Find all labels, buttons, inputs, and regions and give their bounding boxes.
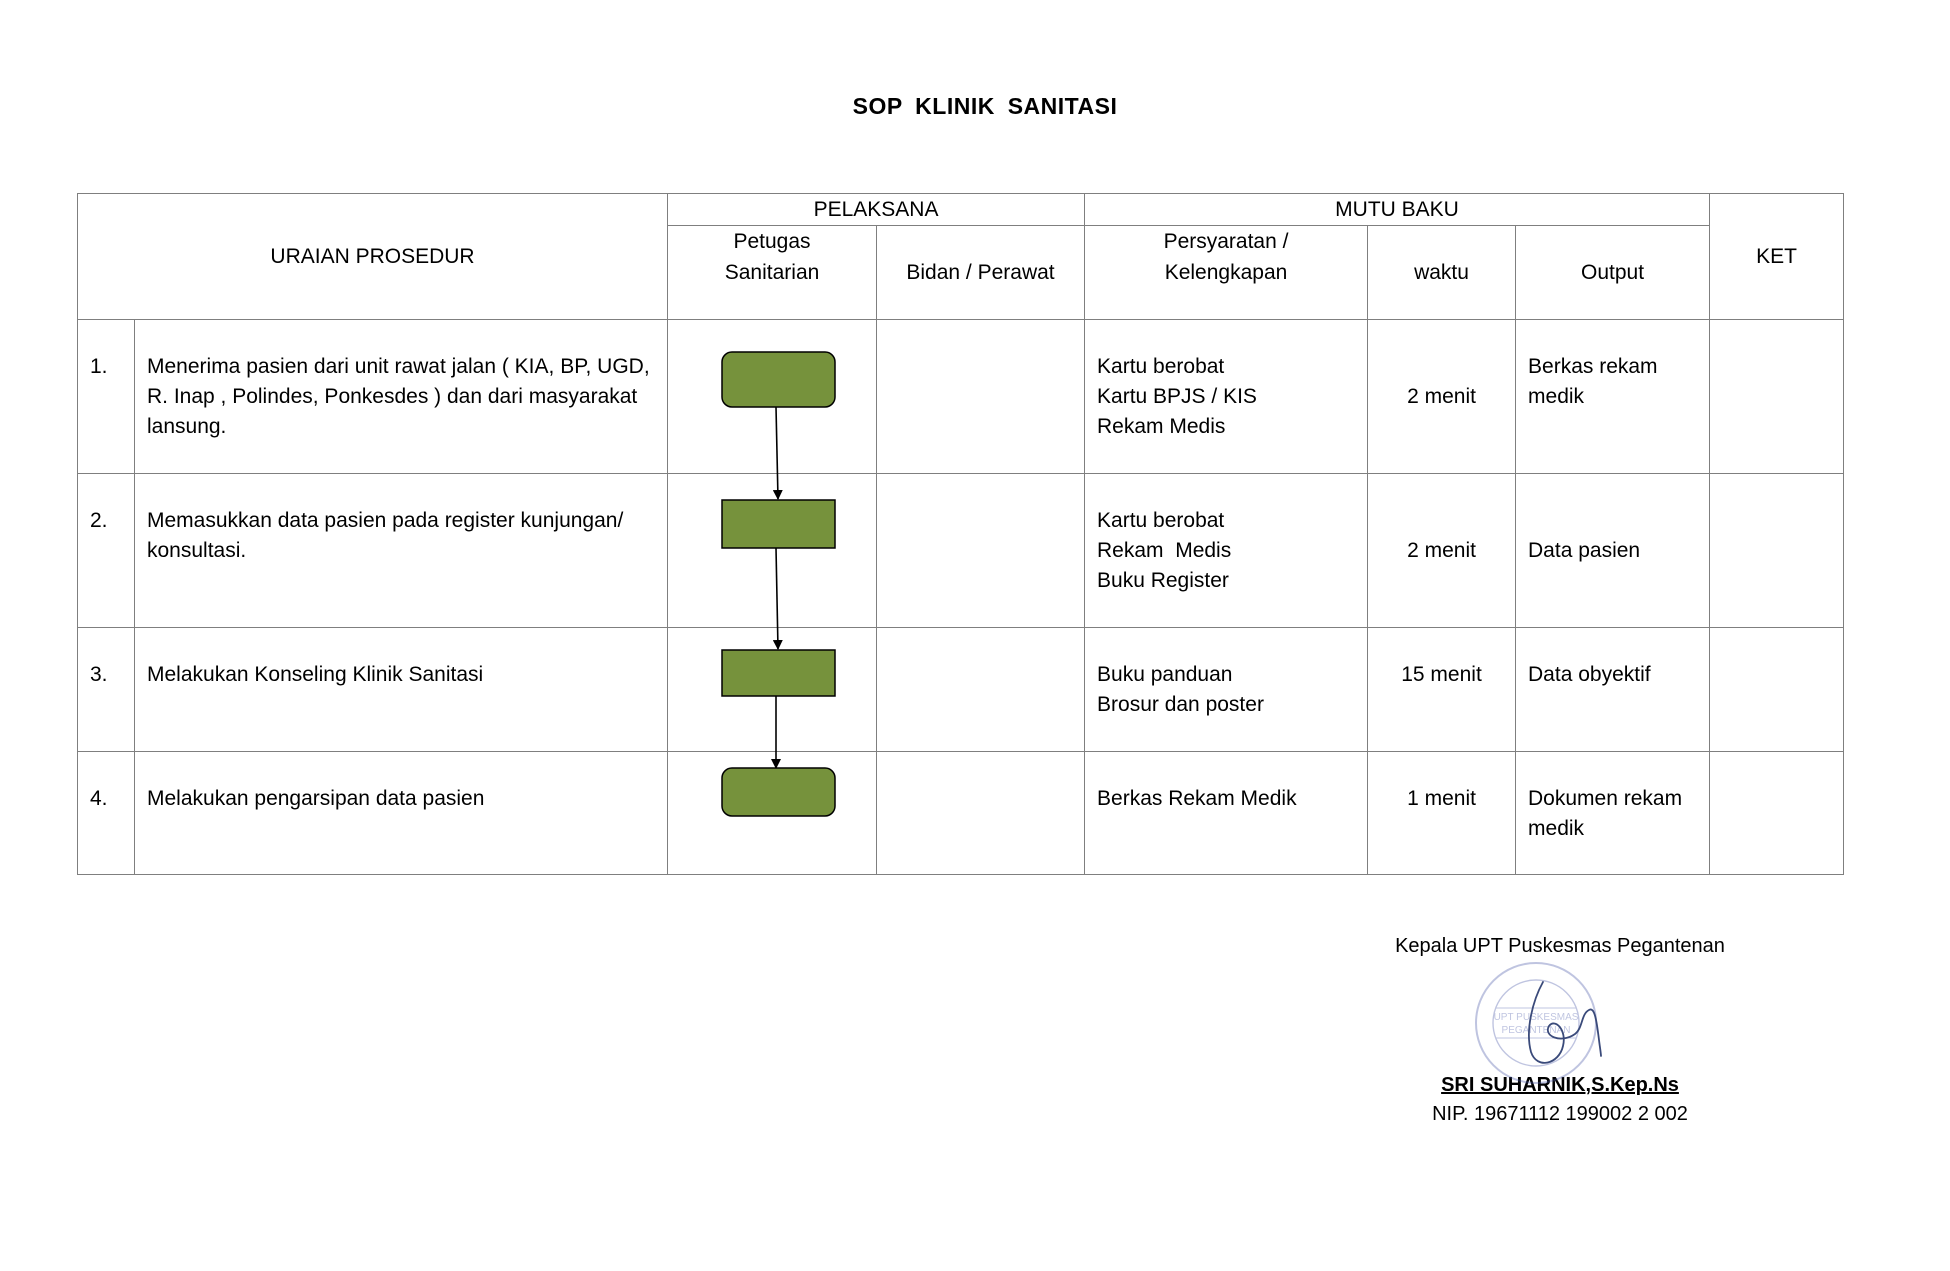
signature-name: SRI SUHARNIK,S.Kep.Ns (1441, 1074, 1679, 1096)
header-mutu-baku: MUTU BAKU (1085, 194, 1710, 226)
header-persyaratan-line1: Persyaratan / (1163, 230, 1289, 253)
persyaratan-item: Rekam Medis (1097, 415, 1226, 438)
row-output: Data pasien (1516, 474, 1710, 628)
header-ket: KET (1710, 194, 1844, 320)
row-number: 2. (78, 474, 135, 628)
header-bidan-text: Bidan / Perawat (906, 261, 1055, 284)
header-petugas-line1: Petugas (733, 230, 811, 253)
persyaratan-item: Kartu BPJS / KIS (1097, 385, 1257, 408)
row-waktu: 2 menit (1368, 474, 1516, 628)
row-uraian: Melakukan Konseling Klinik Sanitasi (135, 628, 668, 752)
persyaratan-item: Buku Register (1097, 569, 1229, 592)
row-waktu: 15 menit (1368, 628, 1516, 752)
persyaratan-item: Kartu berobat (1097, 355, 1225, 378)
header-pelaksana: PELAKSANA (668, 194, 1085, 226)
flow-terminator-start (722, 352, 835, 407)
flow-process-2 (722, 500, 835, 548)
persyaratan-item: Brosur dan poster (1097, 693, 1264, 716)
flow-arrow (776, 548, 778, 649)
page-title: SOP KLINIK SANITASI (852, 93, 1118, 119)
row-uraian: Melakukan pengarsipan data pasien (135, 752, 668, 875)
row-output: Data obyektif (1516, 628, 1710, 752)
persyaratan-item: Berkas Rekam Medik (1097, 787, 1297, 810)
row-output: Dokumen rekam medik (1516, 752, 1710, 875)
official-stamp (1463, 960, 1633, 1090)
header-waktu-text: waktu (1414, 261, 1469, 284)
row-uraian: Memasukkan data pasien pada register kunjungan/ konsultasi. (135, 474, 668, 628)
row-waktu: 1 menit (1368, 752, 1516, 875)
svg-text:UPT PUSKESMAS: UPT PUSKESMAS (1493, 1012, 1579, 1023)
row-number: 4. (78, 752, 135, 875)
row-waktu: 2 menit (1368, 320, 1516, 474)
flow-process-3 (722, 650, 835, 696)
flow-arrow (776, 407, 778, 499)
row-uraian: Menerima pasien dari unit rawat jalan ( KIA, BP, UGD, R. Inap , Polindes, Ponkesdes ) dan dari masyarakat lansung. (135, 320, 668, 474)
signature-position: Kepala UPT Puskesmas Pegantenan (1395, 935, 1725, 957)
svg-text:PEGANTENAN: PEGANTENAN (1501, 1025, 1571, 1036)
signature-nip: NIP. 19671112 199002 2 002 (1432, 1103, 1688, 1125)
row-output: Berkas rekam medik (1516, 320, 1710, 474)
persyaratan-item: Buku panduan (1097, 663, 1233, 686)
header-uraian-prosedur: URAIAN PROSEDUR (78, 194, 668, 320)
row-number: 3. (78, 628, 135, 752)
header-petugas-line2: Sanitarian (724, 261, 820, 284)
persyaratan-item: Rekam Medis (1097, 539, 1232, 562)
header-output-text: Output (1580, 261, 1645, 284)
flow-terminator-end (722, 768, 835, 816)
header-persyaratan-line2: Kelengkapan (1164, 261, 1288, 284)
persyaratan-item: Kartu berobat (1097, 509, 1225, 532)
row-number: 1. (78, 320, 135, 474)
